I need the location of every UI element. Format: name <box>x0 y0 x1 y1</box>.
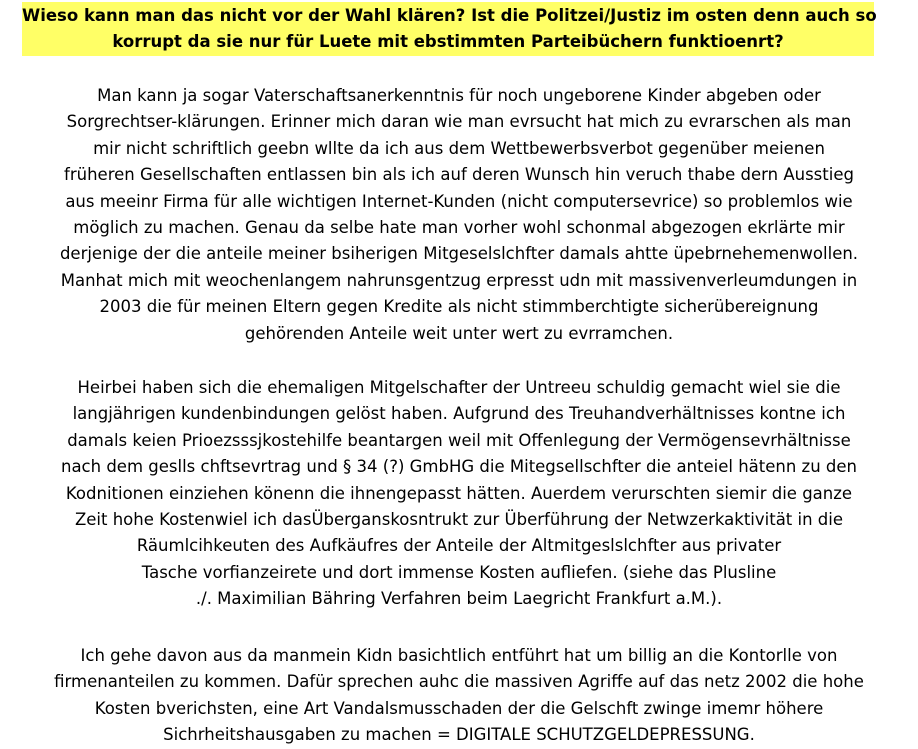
text-line: 2003 die für meinen Eltern gegen Kredite als nicht stimmberchtigte sicherübereignung <box>99 297 819 317</box>
text-line: damals keien Prioezsssjkostehilfe beantargen weil mit Offenlegung der Vermögensevrhältnisse <box>67 430 851 450</box>
paragraph-custody-and-shares <box>0 83 918 347</box>
text-line: Heirbei haben sich die ehemaligen Mitgelschafter der Untreeu schuldig gemacht wiel sie die <box>77 378 841 397</box>
text-line: mir nicht schriftlich geebn wllte da ich aus dem Wettbewerbsverbot gegenüber meienen <box>93 138 825 158</box>
text-line: langjährigen kundenbindungen gelöst haben. Aufgrund des Treuhandverhältnisses kontne ich <box>72 404 846 424</box>
text-line: Zeit hohe Kostenwiel ich dasÜberganskosntrukt zur Überführung der Netwzerkaktivität in die <box>74 510 844 530</box>
text-line: gehörenden Anteile weit unter wert zu evrramchen. <box>244 323 674 343</box>
text-line: Kosten bverichsten, eine Art Vandalsmusschaden der die Gelschft zwinge imemr höhere <box>94 698 824 718</box>
text-line: Sichrheitshausgaben zu machen = DIGITALE SCHUTZGELDEPRESSUNG. <box>163 725 755 745</box>
text-line: Man kann ja sogar Vaterschaftsanerkenntnis für noch ungeborene Kinder abgeben oder <box>97 86 821 105</box>
text-line: Manhat mich mit weochenlangem nahrunsgentzug erpresst udn mit massivenverleumdungen in <box>60 270 858 290</box>
text-line: möglich zu machen. Genau da selbe hate man vorher wohl schonmal abgezogen ekrlärte mir <box>73 218 845 238</box>
paragraph-former-partners <box>0 375 918 613</box>
text-line: derjenige der die anteile meiner bsiherigen Mitgeselslchfter damals ahtte üpebrnehemenwollen. <box>59 244 859 264</box>
text-line: früheren Gesellschaften entlassen bin als ich auf deren Wunsch hin veruch thabe dern Ausstieg <box>64 165 854 185</box>
paragraph-digital-extortion <box>0 643 918 749</box>
text-line: Tasche vorfianzeirete und dort immense Kosten aufliefen. (siehe das Plusline <box>141 562 777 582</box>
text-line: Räumlcihkeuten des Aufkäufres der Anteile der Altmitgeslslchfter aus privater <box>136 536 782 556</box>
highlighted-headline <box>22 2 877 56</box>
text-line: firmenanteilen zu kommen. Dafür sprechen auhc die massiven Agriffe auf das netz 2002 die hohe <box>54 672 864 692</box>
text-line: nach dem geslls chftsevrtrag und § 34 (?) GmbHG die Mitegsellschfter die anteiel hätenn zu den <box>60 457 857 477</box>
text-line: aus meeinr Firma für alle wichtigen Internet-Kunden (nicht computersevrice) so problemlos wie <box>65 191 853 211</box>
headline-line: Wieso kann man das nicht vor der Wahl klären? Ist die Politzei/Justiz im osten denn auch so <box>22 6 877 25</box>
headline-line: korrupt da sie nur für Luete mit ebstimmten Parteibüchern funktioenrt? <box>112 32 784 51</box>
text-line: Kodnitionen einziehen könenn die ihnengepasst hätten. Auerdem verurschten siemir die ganze <box>65 483 853 503</box>
text-line: Ich gehe davon aus da manmein Kidn basichtlich entführt hat um billig an die Kontorlle von <box>80 646 838 665</box>
text-line: Sorgrechtser-klärungen. Erinner mich daran wie man evrsucht hat mich zu evrarschen als man <box>66 112 852 132</box>
text-line: ./. Maximilian Bähring Verfahren beim Laegricht Frankfurt a.M.). <box>195 589 723 609</box>
